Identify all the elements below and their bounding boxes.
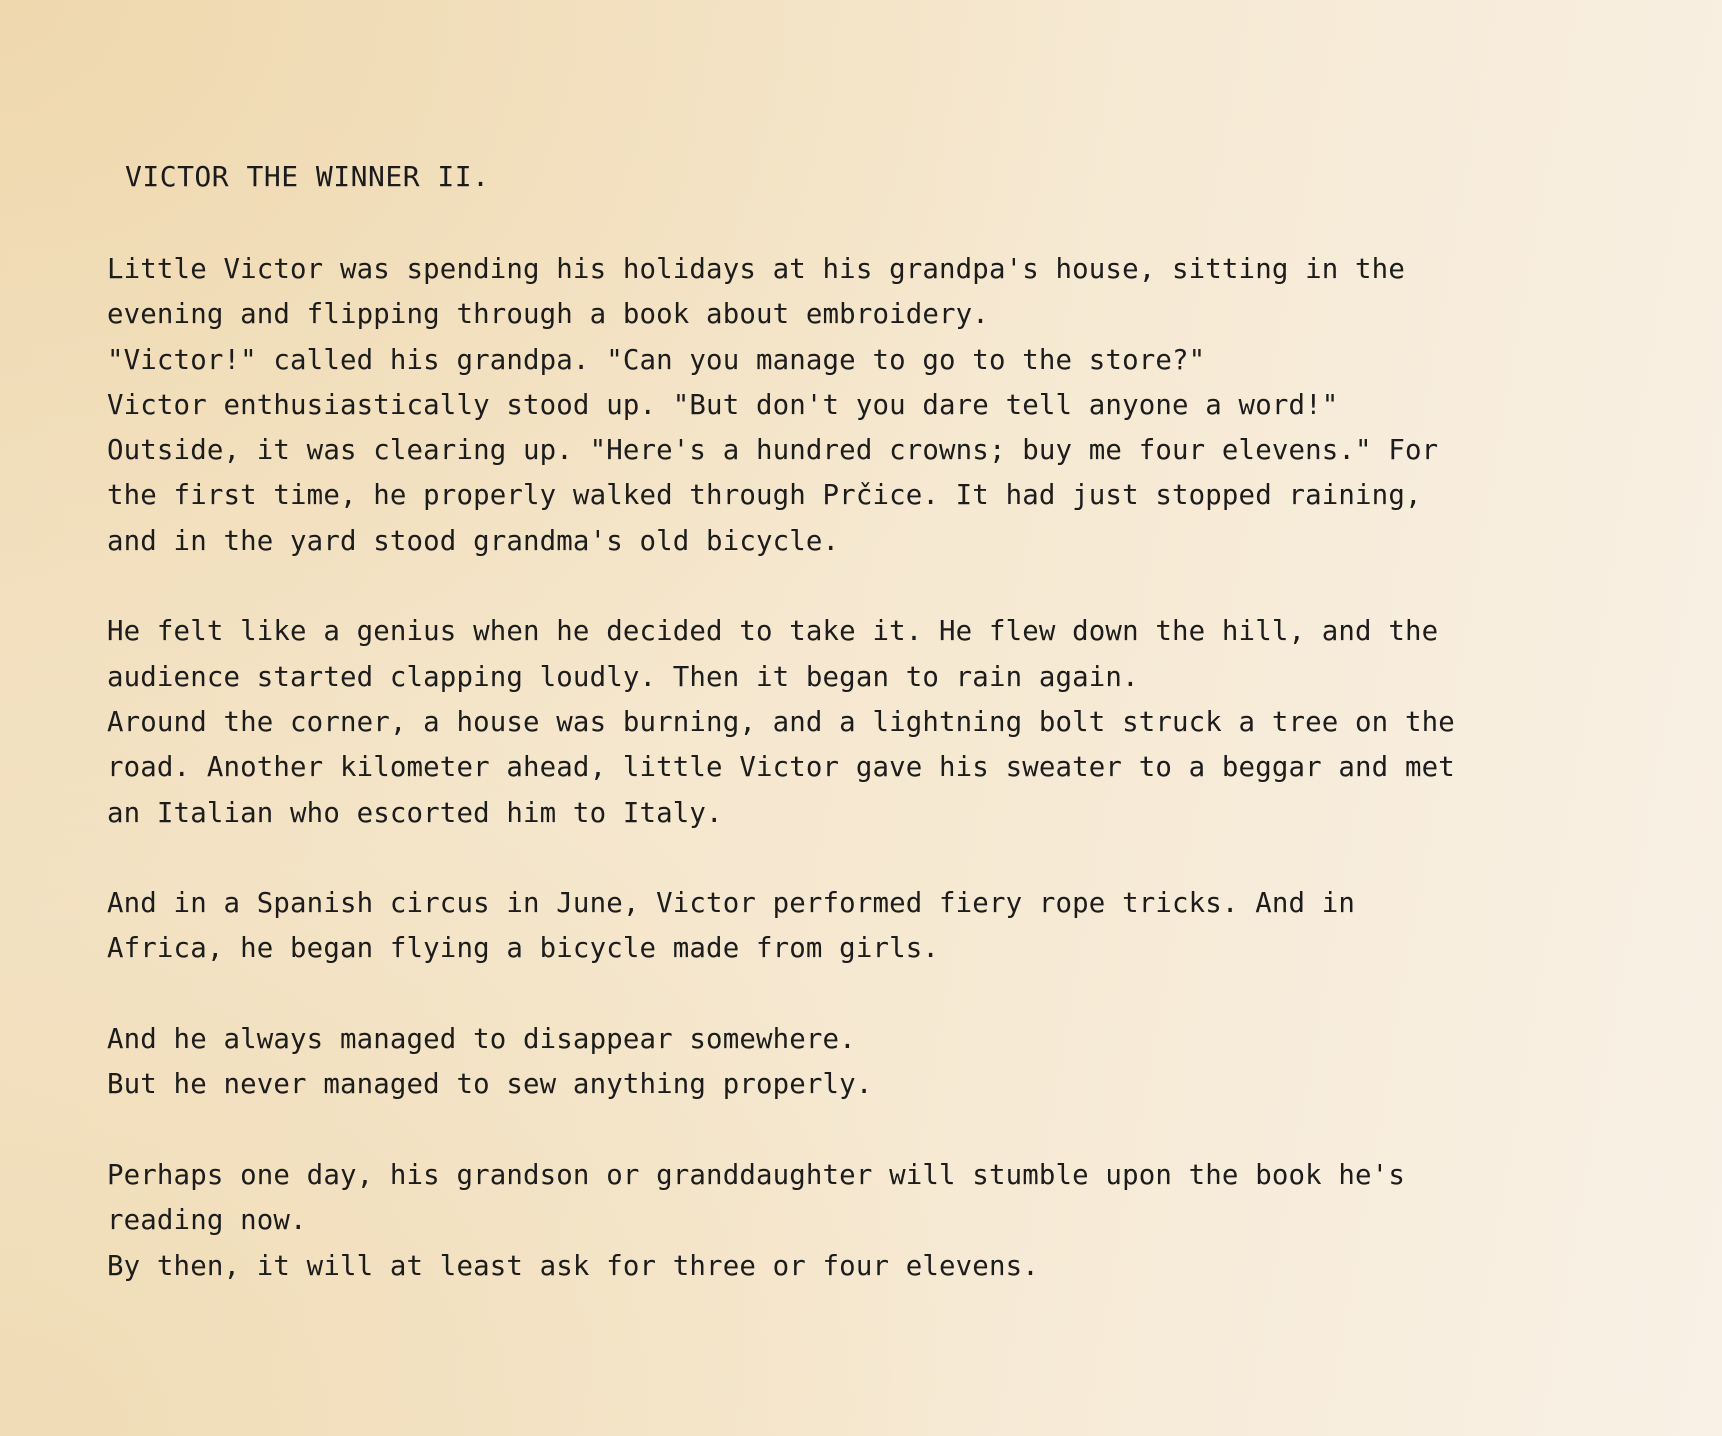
document-body bbox=[107, 247, 1707, 1289]
text-line: But he never managed to sew anything properly. bbox=[107, 1069, 873, 1101]
paragraph-5 bbox=[107, 1153, 1707, 1289]
text-line: and in the yard stood grandma's old bicycle. bbox=[107, 525, 840, 557]
text-line: Around the corner, a house was burning, and a lightning bolt struck a tree on the bbox=[107, 706, 1455, 738]
text-line: Africa, he began flying a bicycle made from girls. bbox=[107, 933, 940, 965]
text-line: By then, it will at least ask for three or four elevens. bbox=[107, 1250, 1039, 1282]
text-line: "Victor!" called his grandpa. "Can you manage to go to the store?" bbox=[107, 344, 1206, 376]
text-line: evening and flipping through a book about embroidery. bbox=[107, 299, 989, 331]
paragraph-2 bbox=[107, 609, 1707, 835]
paragraph-3 bbox=[107, 881, 1707, 972]
text-line: the first time, he properly walked through Prčice. It had just stopped raining, bbox=[107, 480, 1422, 512]
text-line: an Italian who escorted him to Italy. bbox=[107, 797, 723, 829]
text-line: Little Victor was spending his holidays at his grandpa's house, sitting in the bbox=[107, 254, 1405, 285]
text-line: audience started clapping loudly. Then it began to rain again. bbox=[107, 661, 1139, 693]
paragraph-4 bbox=[107, 1017, 1707, 1108]
paragraph-gap bbox=[107, 1108, 1707, 1153]
text-line: And in a Spanish circus in June, Victor performed fiery rope tricks. And in bbox=[107, 888, 1356, 920]
text-line: He felt like a genius when he decided to take it. He flew down the hill, and the bbox=[107, 616, 1439, 648]
paragraph-gap bbox=[107, 564, 1707, 609]
document-title: VICTOR THE WINNER II. bbox=[125, 160, 490, 193]
text-line: reading now. bbox=[107, 1205, 307, 1237]
text-line: Outside, it was clearing up. "Here's a hundred crowns; buy me four elevens." For bbox=[107, 435, 1439, 467]
paragraph-1 bbox=[107, 247, 1707, 564]
text-line: Perhaps one day, his grandson or granddaughter will stumble upon the book he's bbox=[107, 1159, 1405, 1191]
text-line: road. Another kilometer ahead, little Victor gave his sweater to a beggar and met bbox=[107, 752, 1455, 784]
paragraph-gap bbox=[107, 972, 1707, 1017]
paragraph-gap bbox=[107, 836, 1707, 881]
text-line: And he always managed to disappear somewhere. bbox=[107, 1024, 856, 1056]
text-line: Victor enthusiastically stood up. "But don't you dare tell anyone a word!" bbox=[107, 389, 1339, 421]
